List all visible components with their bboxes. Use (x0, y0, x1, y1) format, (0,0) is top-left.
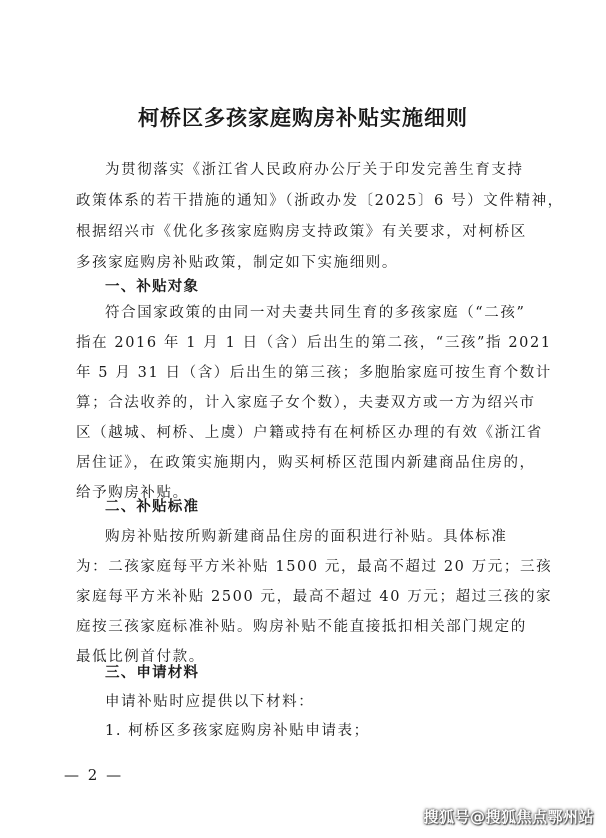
intro-line: 多孩家庭购房补贴政策，制定如下实施细则。 (76, 255, 398, 271)
paragraph-line: 算；合法收养的，计入家庭子女个数），夫妻双方或一方为绍兴市 (76, 395, 536, 411)
section-heading: 二、补贴标准 (105, 499, 200, 515)
paragraph-line: 最低比例首付款。 (76, 649, 205, 665)
paragraph-line: 区（越城、柯桥、上虞）户籍或持有在柯桥区办理的有效《浙江省 (76, 425, 543, 441)
paragraph-line: 庭按三孩家庭标准补贴。购房补贴不能直接抵扣相关部门规定的 (76, 619, 527, 635)
intro-line: 根据绍兴市《优化多孩家庭购房支持政策》有关要求，对柯桥区 (76, 224, 527, 240)
paragraph-line: 指在 2016 年 1 月 1 日（含）后出生的第二孩，“三孩”指 2021 (76, 335, 552, 351)
intro-line: 政策体系的若干措施的通知》（浙政办发〔2025〕6 号）文件精神， (76, 193, 564, 209)
paragraph-line: 符合国家政策的由同一对夫妻共同生育的多孩家庭（“二孩” (105, 305, 526, 321)
intro-line: 为贯彻落实《浙江省人民政府办公厅关于印发完善生育支持 (105, 162, 524, 178)
paragraph-line: 年 5 月 31 日（含）后出生的第三孩；多胞胎家庭可按生育个数计 (76, 365, 552, 381)
paragraph-line: 给予购房补贴。 (76, 485, 189, 501)
page-number: — 2 — (64, 766, 124, 784)
document-title: 柯桥区多孩家庭购房补贴实施细则 (138, 105, 468, 130)
paragraph-line: 购房补贴按所购新建商品住房的面积进行补贴。具体标准 (105, 529, 508, 545)
section-heading: 一、补贴对象 (105, 279, 200, 295)
watermark-text: 搜狐号@搜狐焦点鄂州站 (423, 808, 594, 826)
section-heading: 三、申请材料 (105, 665, 200, 681)
paragraph-line: 家庭每平方米补贴 2500 元，最高不超过 40 万元；超过三孩的家 (76, 589, 553, 605)
paragraph-line: 申请补贴时应提供以下材料： (105, 694, 315, 710)
list-item: 1. 柯桥区多孩家庭购房补贴申请表； (105, 723, 370, 739)
paragraph-line: 居住证》，在政策实施期内，购买柯桥区范围内新建商品住房的， (76, 455, 536, 471)
paragraph-line: 为：二孩家庭每平方米补贴 1500 元，最高不超过 20 万元；三孩 (76, 559, 553, 575)
